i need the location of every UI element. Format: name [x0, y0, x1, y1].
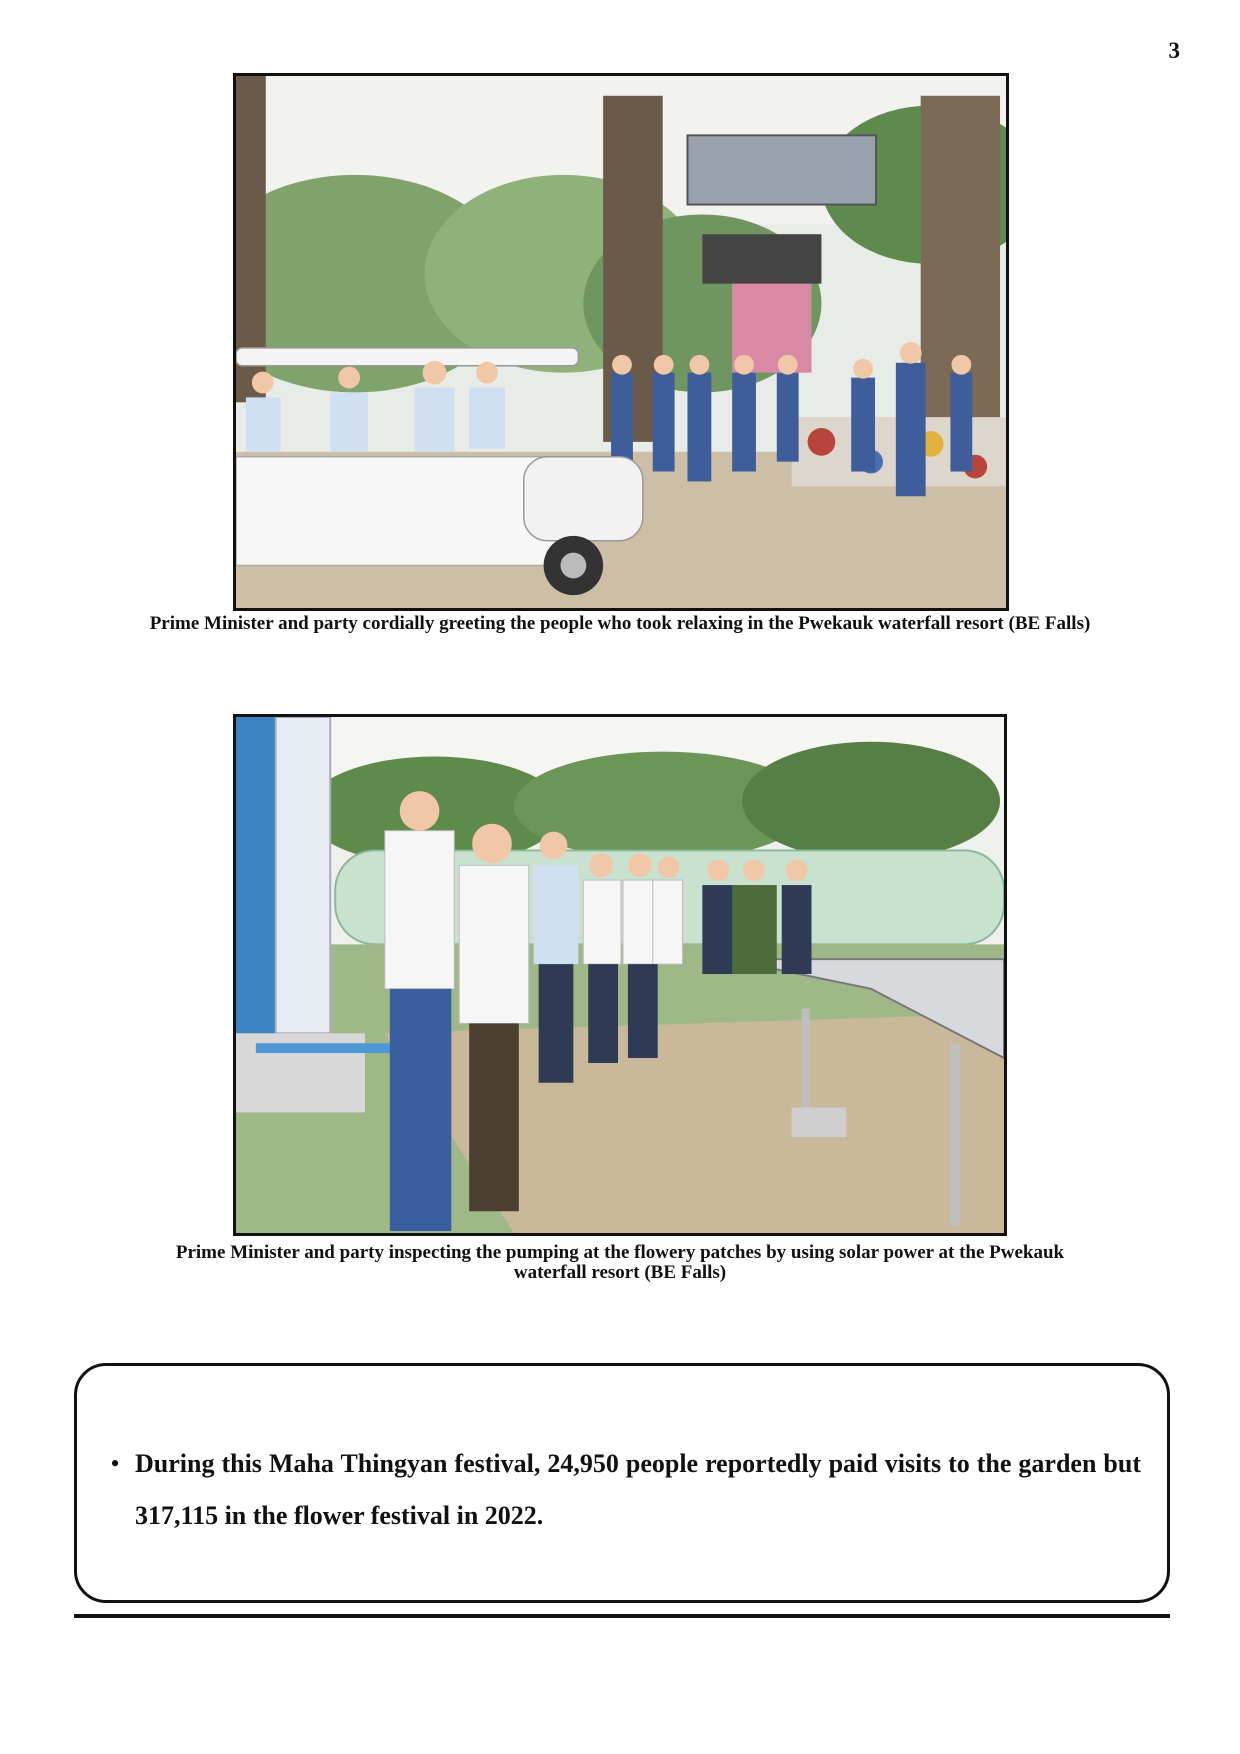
photo-golf-cart-greeting	[233, 73, 1009, 611]
footer-rule	[74, 1614, 1170, 1618]
photo-solar-inspection	[233, 714, 1007, 1236]
bullet-item	[95, 1438, 1141, 1542]
bullet-text: During this Maha Thingyan festival, 24,950 people reportedly paid visits to the garden but 317,115 in the flower festival in 2022.	[135, 1449, 1141, 1530]
highlight-box	[74, 1363, 1170, 1603]
photo-caption-2: Prime Minister and party inspecting the pumping at the flowery patches by using solar power at the Pwekauk waterfall resort (BE Falls)	[175, 1242, 1065, 1283]
page-number: 3	[1168, 38, 1180, 63]
bullet-icon: •	[110, 1449, 120, 1478]
photo-caption-1: Prime Minister and party cordially greeting the people who took relaxing in the Pwekauk waterfall resort (BE Falls)	[149, 613, 1091, 634]
